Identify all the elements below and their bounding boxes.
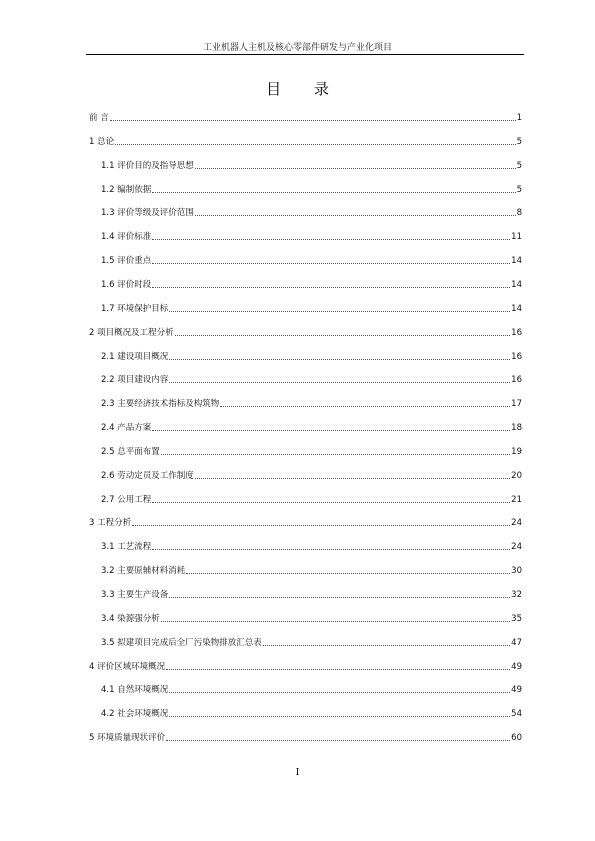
toc-dot-leader (152, 263, 510, 264)
toc-dot-leader (195, 168, 516, 169)
toc-entry[interactable] (89, 730, 522, 744)
toc-entry-page: 24 (511, 542, 522, 552)
toc-dot-leader (169, 311, 510, 312)
toc-entry[interactable] (101, 706, 522, 720)
toc-entry[interactable] (101, 372, 522, 386)
toc-entry-page: 35 (511, 614, 522, 624)
toc-entry[interactable] (101, 420, 522, 434)
toc-entry-label: 2.2 项目建设内容 (101, 375, 169, 385)
page-number: I (295, 768, 300, 778)
toc-entry-page: 14 (511, 280, 522, 290)
toc-entry[interactable] (101, 444, 522, 458)
toc-entry-page: 49 (511, 662, 522, 672)
toc-entry[interactable] (101, 277, 522, 291)
toc-entry-page: 60 (511, 733, 522, 743)
toc-dot-leader (161, 621, 510, 622)
toc-entry-label: 1.4 评价标准 (101, 232, 152, 242)
toc-entry-label: 4 评价区域环境概况 (89, 662, 166, 672)
toc-entry-page: 5 (516, 161, 522, 171)
toc-entry[interactable] (101, 563, 522, 577)
toc-entry-page: 11 (511, 232, 522, 242)
toc-entry[interactable] (101, 349, 522, 363)
toc-entry-page: 16 (511, 352, 522, 362)
toc-entry-label: 2.4 产品方案 (101, 423, 152, 433)
toc-dot-leader (166, 740, 510, 741)
toc-entry-page: 5 (516, 137, 522, 147)
toc-entry[interactable] (89, 515, 522, 529)
toc-entry[interactable] (101, 229, 522, 243)
running-header: 工业机器人主机及核心零部件研发与产业化项目 (202, 43, 392, 53)
toc-dot-leader (152, 287, 510, 288)
toc-entry-label: 1.5 评价重点 (101, 256, 152, 266)
toc-dot-leader (166, 669, 510, 670)
toc-entry-label: 1.2 编制依据 (101, 185, 152, 195)
toc-entry[interactable] (101, 492, 522, 506)
toc-entry-page: 24 (511, 518, 522, 528)
toc-entry-page: 30 (511, 566, 522, 576)
toc-entry-page: 54 (511, 709, 522, 719)
toc-entry[interactable] (101, 635, 522, 649)
toc-entry[interactable] (101, 253, 522, 267)
toc-dot-leader (152, 239, 510, 240)
toc-dot-leader (195, 215, 516, 216)
toc-dot-leader (161, 454, 510, 455)
toc-entry-label: 3.3 主要生产设备 (101, 590, 169, 600)
toc-entry-label: 2.6 劳动定员及工作制度 (101, 471, 194, 481)
toc-entry-label: 3.4 染源强分析 (101, 614, 160, 624)
toc-entry-page: 19 (511, 447, 522, 457)
toc-entry[interactable] (101, 158, 522, 172)
toc-dot-leader (132, 525, 510, 526)
toc-entry[interactable] (101, 468, 522, 482)
toc-entry-label: 前 言 (89, 113, 109, 123)
toc-entry-label: 3.5 拟建项目完成后全厂污染物排放汇总表 (101, 638, 262, 648)
toc-entry-label: 4.2 社会环境概况 (101, 709, 169, 719)
toc-dot-leader (169, 597, 510, 598)
toc-dot-leader (152, 549, 510, 550)
toc-entry-page: 5 (516, 185, 522, 195)
toc-entry[interactable] (89, 110, 522, 124)
toc-dot-leader (169, 359, 510, 360)
toc-entry[interactable] (101, 587, 522, 601)
toc-dot-leader (169, 382, 510, 383)
toc-entry-page: 16 (511, 375, 522, 385)
toc-dot-leader (195, 478, 510, 479)
toc-entry-page: 20 (511, 471, 522, 481)
toc-entry-label: 2.1 建设项目概况 (101, 352, 169, 362)
toc-entry-label: 2.5 总平面布置 (101, 447, 160, 457)
toc-entry-page: 14 (511, 304, 522, 314)
toc-entry-label: 2.3 主要经济技术指标及构筑物 (101, 399, 220, 409)
toc-entry-page: 49 (511, 685, 522, 695)
toc-dot-leader (152, 430, 510, 431)
toc-entry[interactable] (101, 301, 522, 315)
toc-entry-label: 3 工程分析 (89, 518, 132, 528)
toc-entry-label: 1.6 评价时段 (101, 280, 152, 290)
toc-entry[interactable] (89, 325, 522, 339)
toc-dot-leader (110, 120, 516, 121)
toc-dot-leader (175, 335, 511, 336)
toc-entry-label: 1.7 环境保护目标 (101, 304, 169, 314)
toc-entry-label: 1.3 评价等级及评价范围 (101, 208, 194, 218)
toc-entry-page: 8 (516, 208, 522, 218)
toc-entry[interactable] (89, 659, 522, 673)
toc-entry-label: 5 环境质量现状评价 (89, 733, 166, 743)
toc-title: 目 录 (266, 80, 343, 98)
toc-entry-label: 3.1 工艺流程 (101, 542, 152, 552)
toc-dot-leader (220, 406, 510, 407)
toc-entry-label: 1.1 评价目的及指导思想 (101, 161, 194, 171)
toc-entry-label: 1 总论 (89, 137, 115, 147)
toc-dot-leader (169, 692, 510, 693)
toc-entry-page: 18 (511, 423, 522, 433)
toc-entry-page: 16 (511, 328, 522, 338)
toc-entry-label: 2 项目概况及工程分析 (89, 328, 174, 338)
toc-entry[interactable] (101, 611, 522, 625)
toc-entry[interactable] (101, 182, 522, 196)
toc-dot-leader (169, 716, 510, 717)
toc-entry[interactable] (101, 539, 522, 553)
toc-entry-page: 1 (516, 113, 522, 123)
toc-entry-page: 47 (511, 638, 522, 648)
toc-entry-page: 17 (511, 399, 522, 409)
toc-entry-label: 4.1 自然环境概况 (101, 685, 169, 695)
toc-dot-leader (115, 144, 515, 145)
toc-entry[interactable] (89, 134, 522, 148)
toc-entry-page: 32 (511, 590, 522, 600)
toc-entry-label: 3.2 主要原辅材料消耗 (101, 566, 186, 576)
toc-entry-page: 14 (511, 256, 522, 266)
toc-entry-label: 2.7 公用工程 (101, 495, 152, 505)
toc-entry[interactable] (101, 205, 522, 219)
toc-entry[interactable] (101, 682, 522, 696)
toc-dot-leader (152, 192, 515, 193)
toc-dot-leader (186, 573, 510, 574)
toc-entry[interactable] (101, 396, 522, 410)
toc-dot-leader (263, 645, 510, 646)
toc-entry-page: 21 (511, 495, 522, 505)
toc-dot-leader (152, 502, 510, 503)
